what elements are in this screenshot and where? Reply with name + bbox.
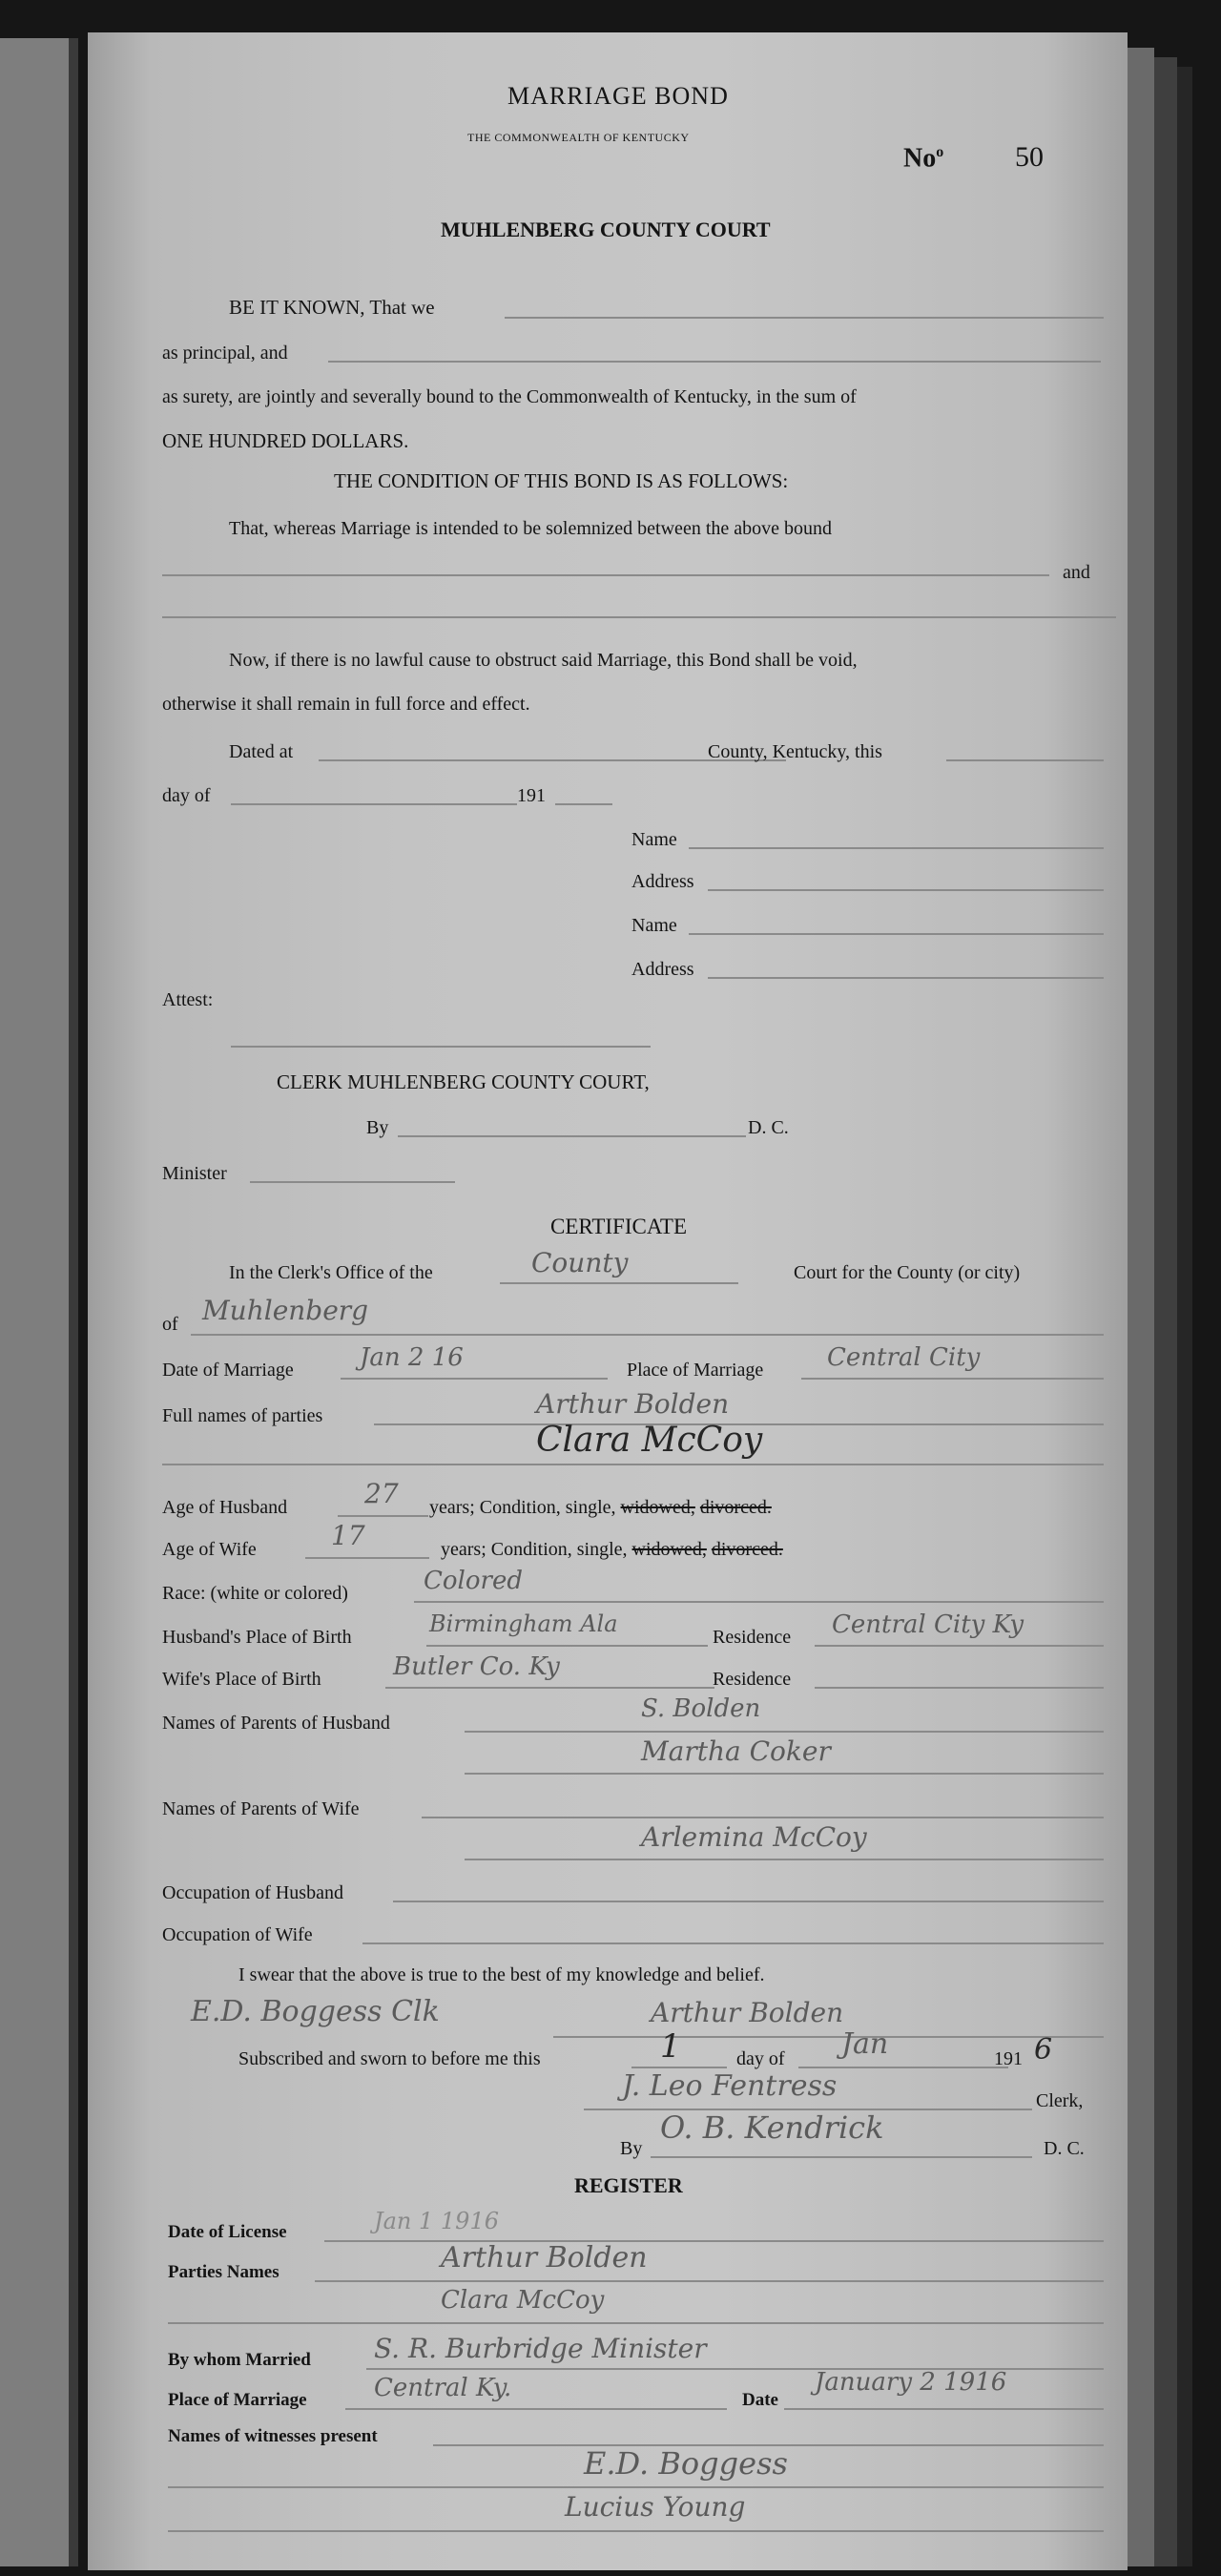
race-handwriting: Colored [424,1567,523,1595]
condition-husband: years; Condition, single, widowed, divorced. [429,1497,772,1518]
applicant-signature-line [553,2036,1104,2038]
by-line [398,1135,746,1137]
otherwise-text: otherwise it shall remain in full force and effect. [162,694,530,715]
date-of-marriage: Date of Marriage [162,1360,294,1381]
year-191: 191 [517,785,546,806]
bond-subtitle: THE COMMONWEALTH OF KENTUCKY [467,131,690,144]
condition-heading: THE CONDITION OF THIS BOND IS AS FOLLOWS: [334,469,789,492]
age-wife-label: Age of Wife [162,1539,257,1560]
parents-husband-label: Names of Parents of Husband [162,1713,390,1734]
occupation-wife-line [362,1942,1104,1944]
page-stack-edge [1177,67,1192,2566]
party-line-1 [162,574,1049,576]
parents-husband-handwriting-2: Martha Coker [641,1735,831,1767]
clerk-label: Clerk, [1036,2090,1084,2111]
county-line [946,759,1104,761]
bond-sum: ONE HUNDRED DOLLARS. [162,429,409,452]
husband-residence-label: Residence [713,1627,792,1648]
parties-names-line-1 [315,2280,1104,2282]
deputy-clerk-label: D. C. [1044,2138,1085,2159]
sworn-year-handwriting: 6 [1034,2033,1053,2067]
age-wife-line [305,1557,429,1559]
of-label: of [162,1314,178,1335]
register-place-handwriting: Central Ky. [374,2374,512,2402]
age-husband-label: Age of Husband [162,1497,288,1518]
register-place-line [345,2408,727,2410]
sworn-day-handwriting: 1 [660,2027,681,2066]
applicant-signature: Arthur Bolden [651,1997,844,2028]
minister-line [250,1181,455,1183]
attest-line [231,1046,651,1048]
bond-number: 50 [1015,141,1044,173]
marriage-bond-document [88,32,1128,2570]
parents-husband-line-2 [465,1773,1104,1775]
clerk-signature-left: E.D. Boggess Clk [191,1995,440,2028]
husband-birth-line [426,1645,708,1647]
husband-birth-label: Husband's Place of Birth [162,1627,352,1648]
county-ky-this: County, Kentucky, this [708,741,882,762]
of-line [191,1334,1104,1336]
principal-line [505,317,1104,319]
parents-husband-line-1 [465,1731,1104,1733]
parents-wife-line-1 [422,1817,1104,1818]
wife-birth-handwriting: Butler Co. Ky [393,1652,560,1681]
sworn-day-line [631,2067,727,2068]
witness-1-handwriting: E.D. Boggess [584,2445,788,2482]
address-2: Address [631,959,694,980]
name-1: Name [631,829,677,850]
place-of-marriage: Place of Marriage [627,1360,764,1381]
age-husband-line [338,1515,428,1517]
surety-line [328,361,1101,363]
by-label: By [366,1117,389,1138]
date-of-license-handwriting: Jan 1 1916 [374,2208,499,2234]
court-for-county: Court for the County (or city) [794,1262,1021,1283]
certificate-heading: CERTIFICATE [550,1215,688,1238]
place-of-marriage-handwriting: Central City [827,1343,981,1372]
full-names-line-2 [162,1464,1104,1465]
register-party-1: Arthur Bolden [441,2241,648,2275]
dated-at: Dated at [229,741,294,762]
husband-birth-handwriting: Birmingham Ala [429,1610,618,1637]
date-of-marriage-line [341,1378,608,1380]
year-line [555,803,612,805]
address-1: Address [631,871,694,892]
register-date-handwriting: January 2 1916 [815,2368,1007,2397]
parents-wife-line-2 [465,1859,1104,1860]
occupation-husband-line [393,1901,1104,1902]
left-page-edge [0,38,74,2566]
and-text: and [1063,562,1090,583]
witness-2-handwriting: Lucius Young [565,2491,746,2523]
be-it-known: BE IT KNOWN, That we [229,296,435,319]
name-2-line [689,933,1104,935]
age-husband-handwriting: 27 [364,1478,399,1509]
parents-wife-handwriting: Arlemina McCoy [641,1821,867,1853]
race-label: Race: (white or colored) [162,1583,348,1604]
dc-label: D. C. [748,1117,789,1138]
sworn-by-label: By [620,2138,643,2159]
court-heading: MUHLENBERG COUNTY COURT [441,218,771,241]
wife-residence-line [815,1687,1104,1689]
party-2-handwriting: Clara McCoy [536,1421,763,1460]
date-of-license-label: Date of License [168,2222,287,2242]
sworn-month-handwriting: Jan [841,2027,889,2061]
place-of-marriage-line [801,1378,1104,1380]
now-if-text: Now, if there is no lawful cause to obstruct said Marriage, this Bond shall be void, [229,650,858,671]
sworn-year: 191 [994,2048,1023,2069]
officiant-handwriting: S. R. Burbridge Minister [374,2333,707,2364]
parents-husband-handwriting-1: S. Bolden [641,1694,761,1723]
subscribed-text: Subscribed and sworn to before me this [238,2048,541,2069]
deputy-signature-line [651,2156,1032,2158]
race-line [414,1601,1104,1603]
clerk-court: CLERK MUHLENBERG COUNTY COURT, [277,1070,650,1093]
wife-birth-line [385,1687,714,1689]
date-of-marriage-handwriting: Jan 2 16 [360,1343,464,1372]
sworn-day-of: day of [736,2048,785,2069]
minister-label: Minister [162,1163,227,1184]
page-stack-edge [1128,48,1154,2566]
county-handwriting: Muhlenberg [202,1295,369,1326]
clerk-signature: J. Leo Fentress [622,2069,838,2103]
register-date-label: Date [742,2390,778,2410]
parties-names-line-2 [168,2322,1104,2324]
occupation-husband-label: Occupation of Husband [162,1882,343,1903]
wife-birth-label: Wife's Place of Birth [162,1669,321,1690]
wife-residence-label: Residence [713,1669,792,1690]
parents-wife-label: Names of Parents of Wife [162,1798,360,1819]
attest: Attest: [162,989,214,1010]
witnesses-label: Names of witnesses present [168,2426,378,2446]
swear-text: I swear that the above is true to the best of my knowledge and belief. [238,1964,765,1985]
day-of-line [231,803,517,805]
court-name-handwriting: County [531,1247,629,1278]
court-name-line [500,1282,738,1284]
full-names-label: Full names of parties [162,1405,323,1426]
register-date-line [784,2408,1104,2410]
whereas-text: That, whereas Marriage is intended to be solemnized between the above bound [229,518,833,539]
sworn-month-line [798,2067,1008,2068]
name-1-line [689,847,1104,849]
party-line-2 [162,616,1116,618]
by-whom-married-label: By whom Married [168,2350,311,2370]
address-2-line [708,977,1104,979]
bond-title: MARRIAGE BOND [507,82,729,110]
book-gutter [69,38,78,2566]
party-1-handwriting: Arthur Bolden [536,1388,730,1420]
name-2: Name [631,915,677,936]
register-party-2: Clara McCoy [441,2286,605,2315]
number-label: No$^o$ [903,143,944,174]
surety-text: as surety, are jointly and severally bound to the Commonwealth of Kentucky, in the sum of [162,386,857,407]
in-clerks-office: In the Clerk's Office of the [229,1262,433,1283]
occupation-wife-label: Occupation of Wife [162,1924,313,1945]
page-stack-edge [1154,57,1177,2566]
address-1-line [708,889,1104,891]
day-of: day of [162,785,211,806]
register-place-label: Place of Marriage [168,2390,307,2410]
deputy-signature: O. B. Kendrick [660,2109,884,2146]
as-principal: as principal, and [162,343,288,364]
witnesses-line-3 [168,2530,1104,2532]
condition-wife: years; Condition, single, widowed, divorced. [441,1539,783,1560]
husband-residence-line [815,1645,1104,1647]
husband-residence-handwriting: Central City Ky [832,1610,1024,1639]
register-heading: REGISTER [574,2173,683,2197]
age-wife-handwriting: 17 [331,1520,365,1551]
witnesses-line-2 [168,2486,1104,2488]
parties-names-label: Parties Names [168,2262,279,2282]
